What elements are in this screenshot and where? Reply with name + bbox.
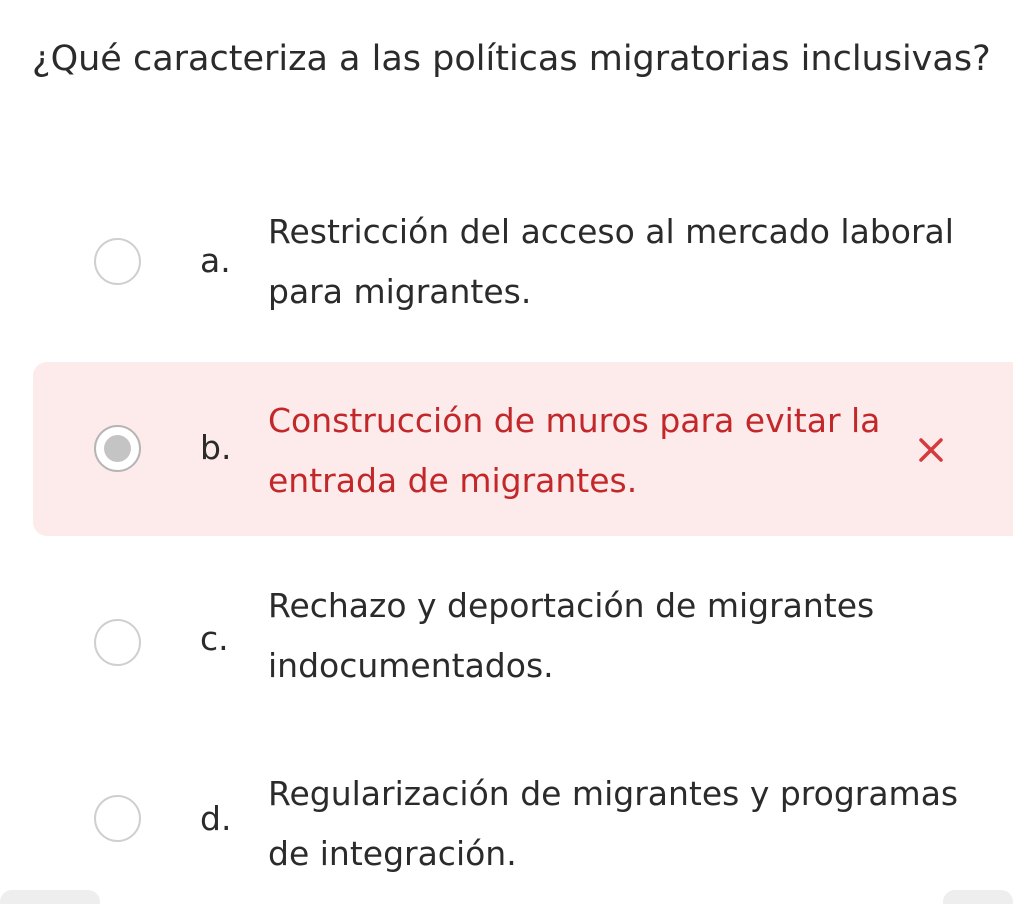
option-b-letter: b. bbox=[200, 428, 232, 467]
option-a-radio[interactable] bbox=[94, 238, 141, 285]
option-a[interactable] bbox=[0, 175, 1013, 349]
option-c-text: Rechazo y deportación de migrantes indocumentados. bbox=[268, 586, 875, 685]
option-d-text: Regularización de migrantes y programas de integración. bbox=[268, 774, 959, 873]
option-a-letter: a. bbox=[200, 241, 231, 280]
option-d-letter: d. bbox=[200, 799, 232, 838]
option-a-text: Restricción del acceso al mercado laboral para migrantes. bbox=[268, 212, 954, 311]
option-c-radio[interactable] bbox=[94, 619, 141, 666]
option-c[interactable] bbox=[0, 549, 1013, 723]
bottom-bar-right bbox=[943, 890, 1013, 904]
option-d-radio[interactable] bbox=[94, 795, 141, 842]
option-d[interactable] bbox=[0, 738, 1013, 904]
bottom-bar-left bbox=[0, 890, 100, 904]
option-b[interactable] bbox=[33, 362, 1013, 536]
option-b-radio[interactable] bbox=[94, 425, 141, 472]
option-c-letter: c. bbox=[200, 619, 229, 658]
option-b-text: Construcción de muros para evitar la entrada de migrantes. bbox=[268, 401, 881, 500]
question-text: ¿Qué caracteriza a las políticas migratorias inclusivas? bbox=[32, 39, 991, 79]
close-icon bbox=[916, 435, 946, 465]
